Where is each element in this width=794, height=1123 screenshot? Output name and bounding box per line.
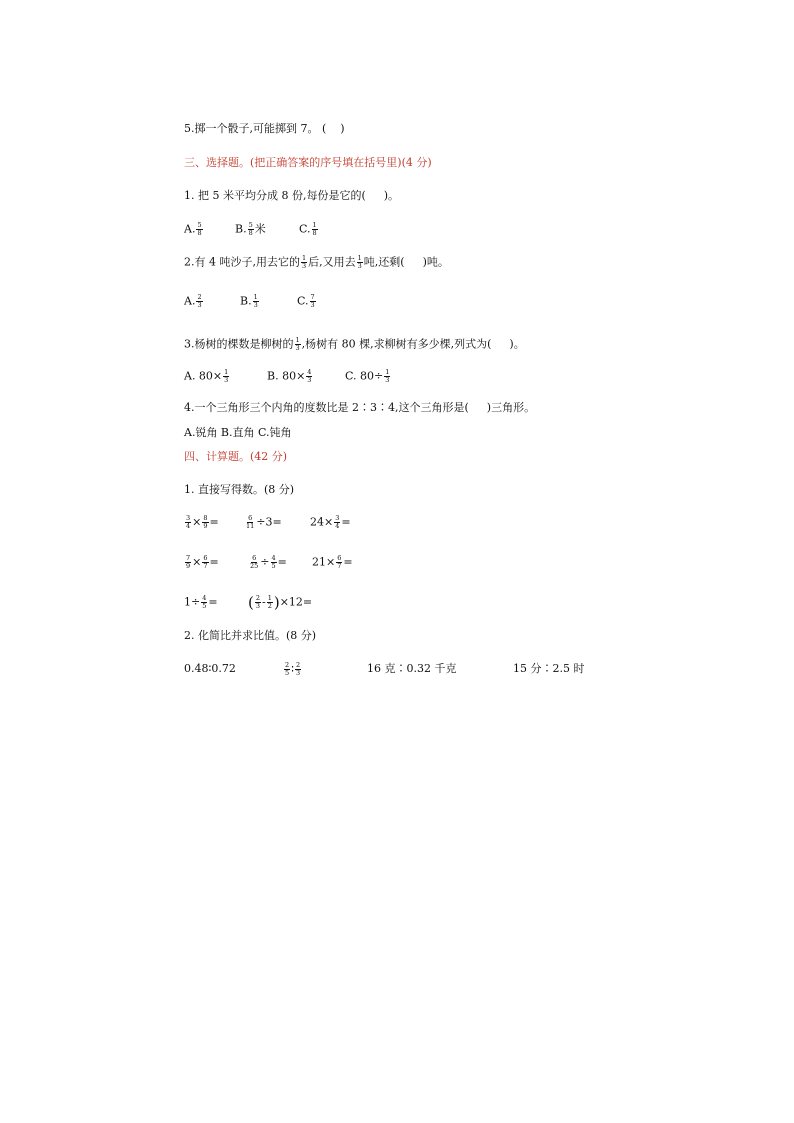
choice-question-2: 2.有 4 吨沙子,用去它的 $\frac{1}{3}$ 后,又用去 $\frac{1}{3}$ 吨,还剩( )吨。 <box>184 254 449 270</box>
choice-2-option-a: A. $\frac{2}{3}$ <box>184 293 202 309</box>
choice-1-option-b: B. $\frac{5}{8}$ 米 <box>235 221 266 237</box>
choice-3-option-b: B. 80× $\frac{4}{3}$ <box>267 368 312 384</box>
calc-1-title: 1. 直接写得数。(8 分) <box>184 483 295 496</box>
calc-expression: $\frac{3}{4}$ × $\frac{8}{9}$ = <box>186 514 219 530</box>
judgement-item-5-text: 5.掷一个骰子,可能掷到 7。 ( <box>184 122 327 135</box>
ratio-expression: 15 分∶2.5 时 <box>513 662 585 675</box>
fraction: $\frac{1}{3}$ <box>295 336 300 352</box>
fraction: $\frac{1}{3}$ <box>224 368 229 384</box>
choice-4-options: A.锐角 B.直角 C.钝角 <box>184 426 292 439</box>
choice-1-option-a: A. $\frac{5}{8}$ <box>184 221 202 237</box>
choice-3-option-c: C. 80÷ $\frac{1}{3}$ <box>345 368 390 384</box>
calc-expression: $\frac{7}{9}$ × $\frac{6}{7}$ = <box>186 554 219 570</box>
fraction: $\frac{1}{3}$ <box>385 368 390 384</box>
calc-2-title: 2. 化简比并求比值。(8 分) <box>184 629 317 642</box>
judgement-item-5: 5.掷一个骰子,可能掷到 7。 ( ) <box>184 122 345 135</box>
choice-question-4: 4.一个三角形三个内角的度数比是 2∶3∶4,这个三角形是( )三角形。 <box>184 401 536 414</box>
fraction: $\frac{5}{8}$ <box>197 221 202 237</box>
calc-expression: $\frac{6}{11}$ ÷3= <box>246 514 282 530</box>
section-4-title: 四、计算题。(42 分) <box>184 450 288 463</box>
calc-expression: 24× $\frac{3}{4}$ = <box>310 514 351 530</box>
calc-expression: 21× $\frac{6}{7}$ = <box>312 554 353 570</box>
calc-expression: $\frac{6}{25}$ ÷ $\frac{4}{5}$ = <box>250 554 287 570</box>
fraction: $\frac{1}{3}$ <box>301 254 307 270</box>
section-3-title: 三、选择题。(把正确答案的序号填在括号里)(4 分) <box>184 156 432 169</box>
fraction: $\frac{7}{3}$ <box>310 293 315 309</box>
calc-expression: ( $\frac{2}{3}$ - $\frac{1}{2}$ )×12= <box>248 593 313 612</box>
ratio-expression: 0.48∶0.72 <box>184 662 236 675</box>
ratio-expression: $\frac{2}{5}$ ∶ $\frac{2}{3}$ <box>285 661 301 677</box>
choice-2-option-b: B. $\frac{1}{3}$ <box>240 293 258 309</box>
choice-3-option-a: A. 80× $\frac{1}{3}$ <box>184 368 229 384</box>
fraction: $\frac{1}{3}$ <box>253 293 258 309</box>
choice-question-1: 1. 把 5 米平均分成 8 份,每份是它的( )。 <box>184 189 400 202</box>
ratio-expression: 16 克∶0.32 千克 <box>367 662 457 675</box>
choice-question-3: 3.杨树的棵数是柳树的 $\frac{1}{3}$ ,杨树有 80 棵,求柳树有多少棵,列式为( )。 <box>184 336 525 352</box>
fraction: $\frac{4}{3}$ <box>307 368 312 384</box>
fraction: $\frac{5}{8}$ <box>248 221 253 237</box>
choice-2-option-c: C. $\frac{7}{3}$ <box>297 293 315 309</box>
calc-expression: 1÷ $\frac{4}{5}$ = <box>184 594 218 610</box>
fraction: $\frac{1}{8}$ <box>312 221 317 237</box>
fraction: $\frac{1}{3}$ <box>357 254 362 270</box>
fraction: $\frac{2}{3}$ <box>197 293 202 309</box>
choice-1-option-c: C. $\frac{1}{8}$ <box>299 221 317 237</box>
